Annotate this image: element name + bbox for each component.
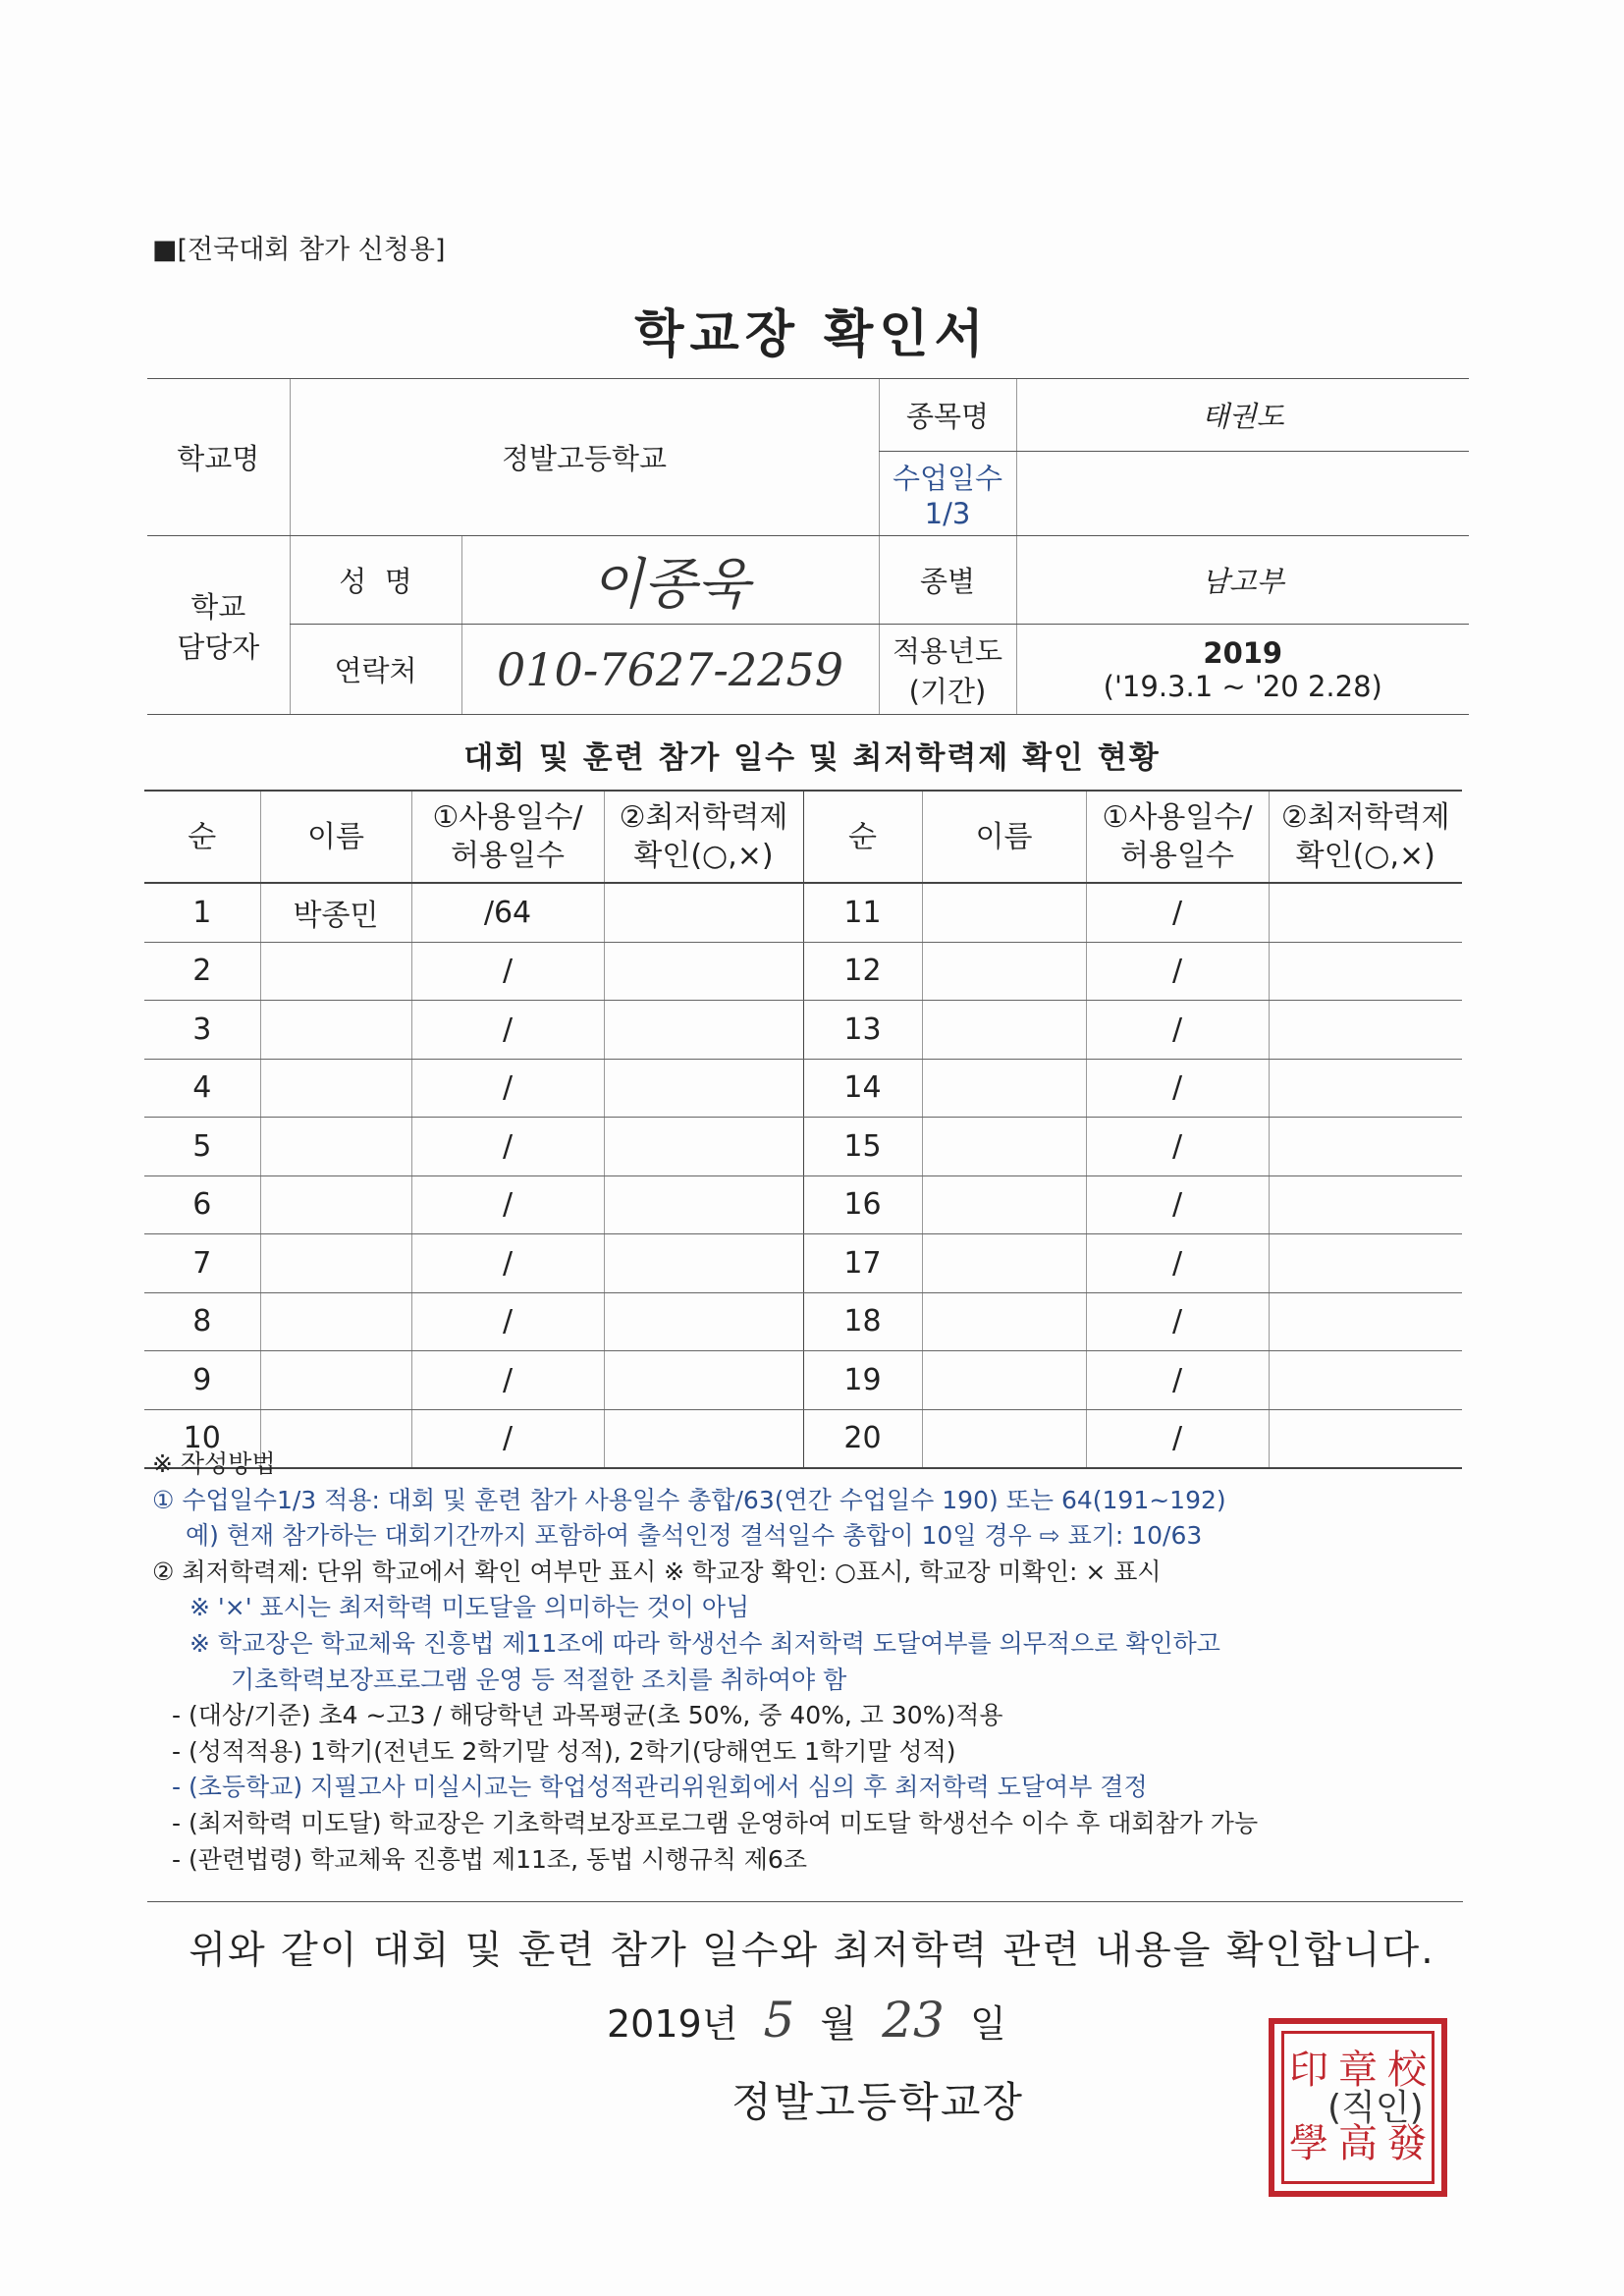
cell-num: 7 — [144, 1234, 260, 1293]
document-title: 학교장 확인서 — [634, 305, 990, 364]
header-days — [411, 791, 604, 883]
table-row — [144, 1059, 1462, 1118]
cell-check — [604, 1234, 803, 1293]
header-days-right-line2: 허용일수 — [1120, 839, 1234, 873]
header-check-right-line2: 확인(○,×) — [1295, 839, 1435, 873]
class-days-value — [1016, 452, 1469, 536]
cell-num: 5 — [144, 1118, 260, 1176]
school-name: 정발고등학교 — [290, 379, 879, 536]
header-days-right-line1: ①사용일수/ — [1102, 800, 1253, 835]
seal-glyph: 發 — [1387, 2121, 1427, 2166]
table-row — [144, 942, 1462, 1001]
header-days-right — [1086, 791, 1269, 883]
cell-num: 11 — [803, 883, 922, 942]
cell-num: 14 — [803, 1059, 922, 1118]
class-days-label-line1: 수업일수 — [892, 462, 1003, 495]
cell-days: / — [411, 1118, 604, 1176]
confirmation-statement: 위와 같이 대회 및 훈련 참가 일수와 최저학력 관련 내용을 확인합니다. — [189, 1929, 1435, 1973]
cell-days: / — [1086, 1409, 1269, 1468]
cell-check — [604, 1118, 803, 1176]
seal-glyph: 校 — [1387, 2048, 1427, 2093]
class-days-label — [879, 452, 1016, 536]
table-row — [144, 1118, 1462, 1176]
info-table — [147, 378, 1469, 715]
cell-name — [260, 1059, 411, 1118]
cell-name — [922, 1059, 1086, 1118]
staff-label-line2: 담당자 — [177, 629, 260, 664]
cell-num: 18 — [803, 1292, 922, 1351]
table-row — [144, 883, 1462, 942]
category-value: 남고부 — [1016, 536, 1469, 625]
header-check-line1: ②최저학력제 — [619, 800, 788, 835]
cell-days: / — [411, 1001, 604, 1060]
cell-check — [604, 1175, 803, 1234]
cell-check — [604, 942, 803, 1001]
divider-line — [147, 1901, 1463, 1902]
cell-name — [260, 1234, 411, 1293]
cell-name — [922, 1351, 1086, 1410]
staff-label-line1: 학교 — [190, 589, 246, 624]
date-month-unit: 월 — [820, 2002, 857, 2046]
seal-glyph: 學 — [1289, 2121, 1328, 2166]
header-name: 이름 — [260, 791, 411, 883]
class-days-label-line2: 1/3 — [924, 497, 971, 530]
instructions — [152, 1447, 1488, 1878]
cell-name — [922, 1001, 1086, 1060]
cell-days: / — [1086, 1351, 1269, 1410]
cell-num: 20 — [803, 1409, 922, 1468]
cell-check — [1269, 1059, 1462, 1118]
date-month-handwritten: 5 — [763, 1992, 795, 2049]
instruction-bullet1: - (대상/기준) 초4 ~고3 / 해당학년 과목평균(초 50%, 중 40%, 고 30%)적용 — [172, 1701, 1003, 1730]
cell-name — [922, 1118, 1086, 1176]
cell-days: / — [411, 1351, 604, 1410]
cell-days: / — [411, 942, 604, 1001]
year-cell — [1016, 625, 1469, 715]
date-day-handwritten: 23 — [882, 1992, 945, 2049]
header-check — [604, 791, 803, 883]
cell-days: / — [411, 1234, 604, 1293]
instruction-bullet3: - (초등학교) 지필고사 미실시교는 학업성적관리위원회에서 심의 후 최저학력 도달여부 결정 — [172, 1773, 1148, 1802]
seal-glyph: 印 — [1289, 2048, 1328, 2093]
cell-name — [260, 1351, 411, 1410]
cell-check — [1269, 942, 1462, 1001]
name-value-handwritten: 이종욱 — [461, 536, 879, 625]
date-line — [607, 1992, 1006, 2049]
date-year: 2019년 — [607, 2002, 738, 2046]
name-label: 성 명 — [290, 536, 461, 625]
header-name-right: 이름 — [922, 791, 1086, 883]
cell-num: 17 — [803, 1234, 922, 1293]
table-row — [144, 1001, 1462, 1060]
cell-name — [260, 1001, 411, 1060]
cell-days: / — [1086, 1001, 1269, 1060]
cell-name — [922, 1292, 1086, 1351]
cell-check — [604, 1059, 803, 1118]
instruction-item2-line1: ② 최저학력제: 단위 학교에서 확인 여부만 표시 ※ 학교장 확인: ○표시, 학교장 미확인: × 표시 — [152, 1557, 1162, 1586]
cell-days: / — [411, 1292, 604, 1351]
section-title: 대회 및 훈련 참가 일수 및 최저학력제 확인 현황 — [463, 740, 1161, 776]
cell-num: 4 — [144, 1059, 260, 1118]
seal-glyph: 章 — [1338, 2048, 1378, 2093]
cell-check — [604, 1001, 803, 1060]
cell-days: /64 — [411, 883, 604, 942]
contact-label: 연락처 — [290, 625, 461, 715]
year-label-line1: 적용년도 — [892, 633, 1003, 668]
year-label-line2: (기간) — [908, 674, 987, 708]
year-label — [879, 625, 1016, 715]
cell-days: / — [411, 1175, 604, 1234]
cell-name — [922, 1175, 1086, 1234]
cell-days: / — [1086, 1175, 1269, 1234]
cell-name — [260, 1118, 411, 1176]
cell-name: 박종민 — [260, 883, 411, 942]
cell-days: / — [1086, 942, 1269, 1001]
cell-num: 8 — [144, 1292, 260, 1351]
header-check-right — [1269, 791, 1462, 883]
instruction-bullet4: - (최저학력 미도달) 학교장은 기초학력보장프로그램 운영하여 미도달 학생선수 이수 후 대회참가 가능 — [172, 1808, 1259, 1837]
header-check-line2: 확인(○,×) — [633, 839, 774, 873]
cell-num: 2 — [144, 942, 260, 1001]
cell-name — [922, 883, 1086, 942]
cell-num: 13 — [803, 1001, 922, 1060]
header-days-line2: 허용일수 — [451, 839, 565, 873]
contact-value-handwritten: 010-7627-2259 — [461, 625, 879, 715]
instructions-heading: ※ 작성방법 — [152, 1449, 276, 1478]
instruction-bullet2: - (성적적용) 1학기(전년도 2학기말 성적), 2학기(당해연도 1학기말 성적) — [172, 1736, 956, 1766]
cell-num: 19 — [803, 1351, 922, 1410]
cell-days: / — [411, 1409, 604, 1468]
instruction-item2-note1: ※ '×' 표시는 최저학력 미도달을 의미하는 것이 아님 — [189, 1593, 750, 1622]
cell-days: / — [1086, 1118, 1269, 1176]
staff-label — [147, 536, 290, 715]
header-num: 순 — [144, 791, 260, 883]
cell-check — [604, 1351, 803, 1410]
cell-days: / — [1086, 1292, 1269, 1351]
cell-num: 3 — [144, 1001, 260, 1060]
cell-check — [1269, 1292, 1462, 1351]
cell-num: 6 — [144, 1175, 260, 1234]
header-days-line1: ①사용일수/ — [432, 800, 583, 835]
instruction-item2-note2-line2: 기초학력보장프로그램 운영 등 적절한 조치를 취하여야 함 — [231, 1665, 847, 1694]
period-value: ('19.3.1 ~ '20 2.28) — [1103, 669, 1382, 703]
instruction-item2-note2-line1: ※ 학교장은 학교체육 진흥법 제11조에 따라 학생선수 최저학력 도달여부를 의무적으로 확인하고 — [189, 1628, 1220, 1658]
cell-check — [1269, 1001, 1462, 1060]
cell-num: 9 — [144, 1351, 260, 1410]
seal-glyph: 高 — [1338, 2121, 1378, 2166]
instruction-bullet5: - (관련법령) 학교체육 진흥법 제11조, 동법 시행규칙 제6조 — [172, 1844, 807, 1874]
table-row — [144, 1292, 1462, 1351]
instruction-item1-line2: 예) 현재 참가하는 대회기간까지 포함하여 출석인정 결석일수 총합이 10일 경우 ⇨ 표기: 10/63 — [186, 1521, 1203, 1551]
cell-name — [260, 1292, 411, 1351]
category-label: 종별 — [879, 536, 1016, 625]
cell-days: / — [1086, 1234, 1269, 1293]
cell-check — [1269, 1118, 1462, 1176]
signer-name: 정발고등학교장 — [731, 2078, 1025, 2126]
table-row — [144, 1351, 1462, 1410]
cell-days: / — [411, 1059, 604, 1118]
cell-name — [260, 942, 411, 1001]
participant-rows — [144, 883, 1462, 1468]
seal-label: (직인) — [1327, 2088, 1424, 2128]
cell-check — [1269, 1175, 1462, 1234]
table-row — [144, 1175, 1462, 1234]
cell-days: / — [1086, 1059, 1269, 1118]
school-label: 학교명 — [147, 379, 290, 536]
header-check-right-line1: ②최저학력제 — [1280, 800, 1450, 835]
table-row — [144, 1234, 1462, 1293]
cell-days: / — [1086, 883, 1269, 942]
year-value: 2019 — [1203, 635, 1283, 670]
cell-check — [604, 1292, 803, 1351]
cell-num: 16 — [803, 1175, 922, 1234]
cell-num: 1 — [144, 883, 260, 942]
participant-table — [144, 790, 1462, 1469]
cell-num: 12 — [803, 942, 922, 1001]
event-value: 태권도 — [1016, 379, 1469, 452]
header-num-right: 순 — [803, 791, 922, 883]
cell-name — [922, 942, 1086, 1001]
form-type-tag: ■[전국대회 참가 신청용] — [152, 235, 446, 265]
cell-check — [1269, 1234, 1462, 1293]
event-label: 종목명 — [879, 379, 1016, 452]
cell-check — [1269, 1351, 1462, 1410]
cell-num: 15 — [803, 1118, 922, 1176]
cell-check — [1269, 883, 1462, 942]
cell-name — [922, 1234, 1086, 1293]
instruction-item1-line1: ① 수업일수1/3 적용: 대회 및 훈련 참가 사용일수 총합/63(연간 수업일수 190) 또는 64(191~192) — [152, 1485, 1226, 1514]
cell-check — [604, 883, 803, 942]
cell-num: 10 — [144, 1409, 260, 1468]
cell-name — [260, 1175, 411, 1234]
date-day-unit: 일 — [969, 2002, 1006, 2046]
